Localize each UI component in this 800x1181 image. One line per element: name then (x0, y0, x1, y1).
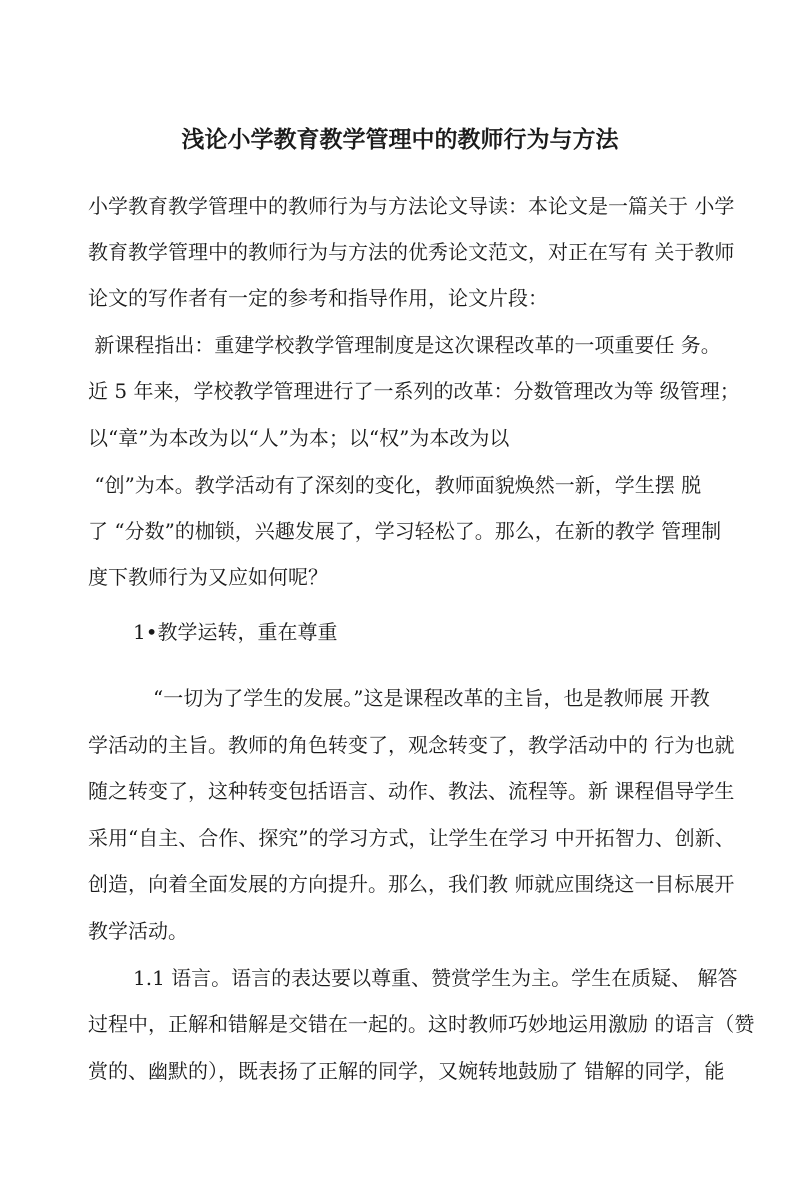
body-line: 近 5 年来，学校教学管理进行了一系列的改革：分数管理改为等 级管理； (88, 379, 740, 403)
body-line: 教育教学管理中的教师行为与方法的优秀论文范文，对正在写有 关于教师 (88, 240, 735, 264)
body-line: 过程中，正解和错解是交错在一起的。这时教师巧妙地运用激励 的语言（赞 (88, 1012, 755, 1036)
body-line: 新课程指出：重建学校教学管理制度是这次课程改革的一项重要任 务。 (88, 333, 721, 357)
body-line: 以“章”为本改为以“人”为本；以“权”为本改为以 (88, 426, 510, 450)
body-line: 度下教师行为又应如何呢？ (88, 565, 328, 589)
body-line: 论文的写作者有一定的参考和指导作用，论文片段： (88, 286, 548, 310)
document-title: 浅论小学教育教学管理中的教师行为与方法 (181, 126, 619, 153)
body-line: 学活动的主旨。教师的角色转变了，观念转变了，教学活动中的 行为也就 (88, 733, 735, 757)
body-line: “创”为本。教学活动有了深刻的变化，教师面貌焕然一新，学生摆 脱 (88, 473, 702, 497)
body-line: 了 “分数”的枷锁，兴趣发展了，学习轻松了。那么，在新的教学 管理制 (88, 519, 722, 543)
body-line: “一切为了学生的发展。”这是课程改革的主旨，也是教师展 开教 (153, 686, 710, 710)
section-heading: 1•教学运转，重在尊重 (133, 620, 338, 644)
body-line: 教学活动。 (88, 919, 188, 943)
body-line: 随之转变了，这种转变包括语言、动作、教法、流程等。新 课程倡导学生 (88, 779, 735, 803)
body-line: 小学教育教学管理中的教师行为与方法论文导读：本论文是一篇关于 小学 (88, 194, 735, 218)
body-line: 赏的、幽默的），既表扬了正解的同学，又婉转地鼓励了 错解的同学，能 (88, 1059, 725, 1083)
body-line: 采用“自主、合作、探究”的学习方式，让学生在学习 中开拓智力、创新、 (88, 826, 735, 850)
body-line: 创造，向着全面发展的方向提升。那么，我们教 师就应围绕这一目标展开 (88, 872, 735, 896)
body-line: 1.1 语言。语言的表达要以尊重、赞赏学生为主。学生在质疑、 解答 (133, 966, 738, 990)
